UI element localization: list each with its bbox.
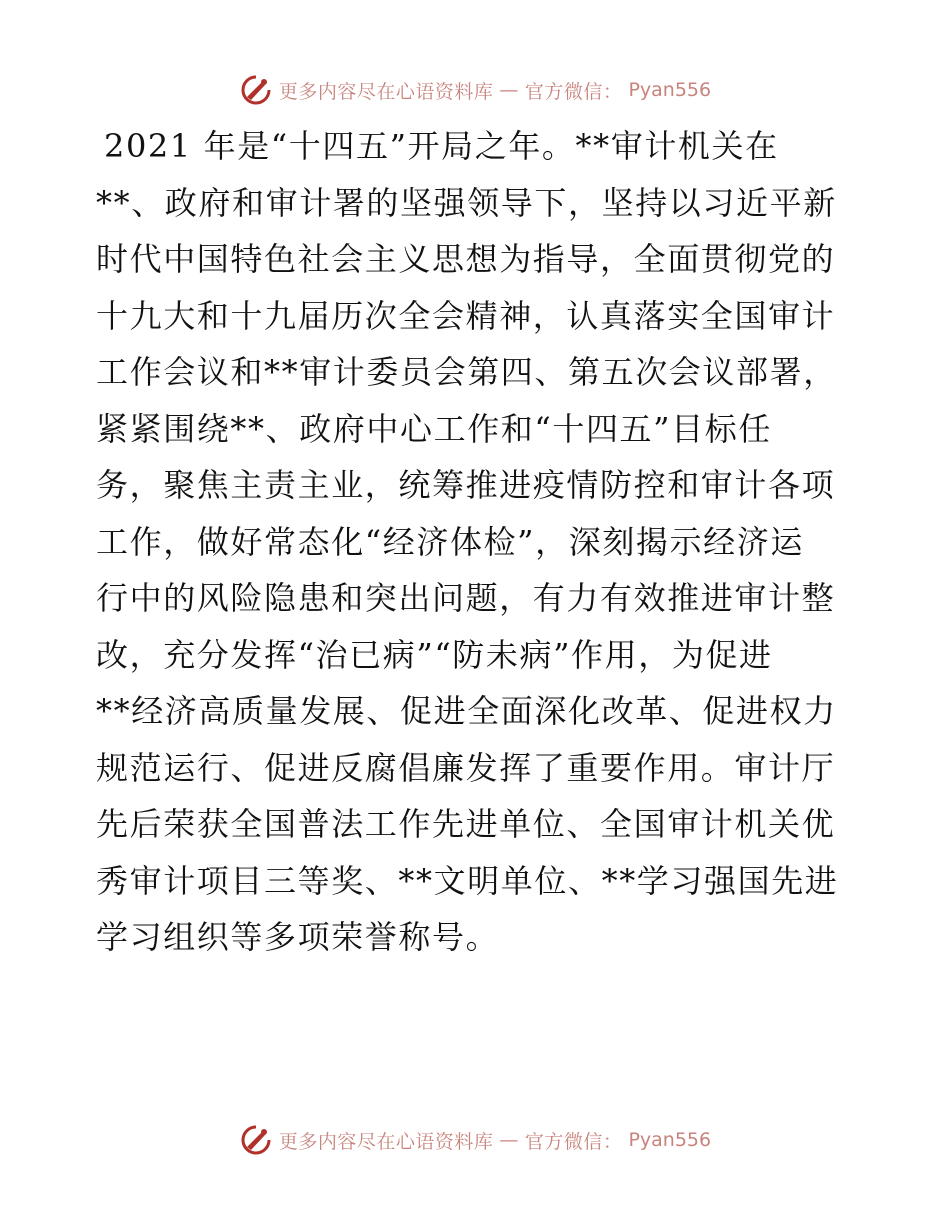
watermark-contact-label: 官方微信： <box>524 80 623 103</box>
footer-watermark <box>0 1118 950 1162</box>
text-line: 秀审计项目三等奖、**文明单位、**学习强国先进 <box>96 861 839 900</box>
text-line: 先后荣获全国普法工作先进单位、全国审计机关优 <box>96 805 836 843</box>
text-line: 规范运行、促进反腐倡廉发挥了重要作用。审计厅 <box>96 748 836 787</box>
text-line: 2021 年是“十四五”开局之年。**审计机关在 <box>104 127 779 165</box>
watermark-contact-id: Pyan556 <box>628 1129 712 1151</box>
watermark-contact-id: Pyan556 <box>628 79 712 101</box>
text-line: 工作，做好常态化“经济体检”，深刻揭示经济运 <box>96 522 804 561</box>
text-line: 紧紧围绕**、政府中心工作和“十四五”目标任 <box>96 409 772 448</box>
text-line: 务，聚焦主责主业，统筹推进疫情防控和审计各项 <box>96 466 836 504</box>
text-line: 十九大和十九届历次全会精神，认真落实全国审计 <box>96 296 836 335</box>
text-line: 行中的风险隐患和突出问题，有力有效推进审计整 <box>96 579 836 617</box>
text-line: 时代中国特色社会主义思想为指导，全面贯彻党的 <box>96 240 836 278</box>
brush-circle-logo-icon <box>239 73 273 107</box>
text-line: 学习组织等多项荣誉称号。 <box>96 918 500 956</box>
watermark-contact-label: 官方微信： <box>524 1130 623 1153</box>
brush-circle-logo-icon <box>239 1123 273 1157</box>
text-line: 工作会议和**审计委员会第四、第五次会议部署， <box>96 353 837 391</box>
text-line: 改，充分发挥“治已病”“防未病”作用，为促进 <box>96 635 773 674</box>
watermark-separator: — <box>499 79 519 101</box>
text-line: **经济高质量发展、促进全面深化改革、促进权力 <box>96 692 837 730</box>
text-line: **、政府和审计署的坚强领导下，坚持以习近平新 <box>96 183 837 222</box>
document-paragraph <box>96 118 856 966</box>
watermark-slogan: 更多内容尽在心语资料库 <box>278 80 494 103</box>
header-watermark <box>0 68 950 112</box>
watermark-separator: — <box>499 1129 519 1151</box>
watermark-slogan: 更多内容尽在心语资料库 <box>278 1130 494 1153</box>
